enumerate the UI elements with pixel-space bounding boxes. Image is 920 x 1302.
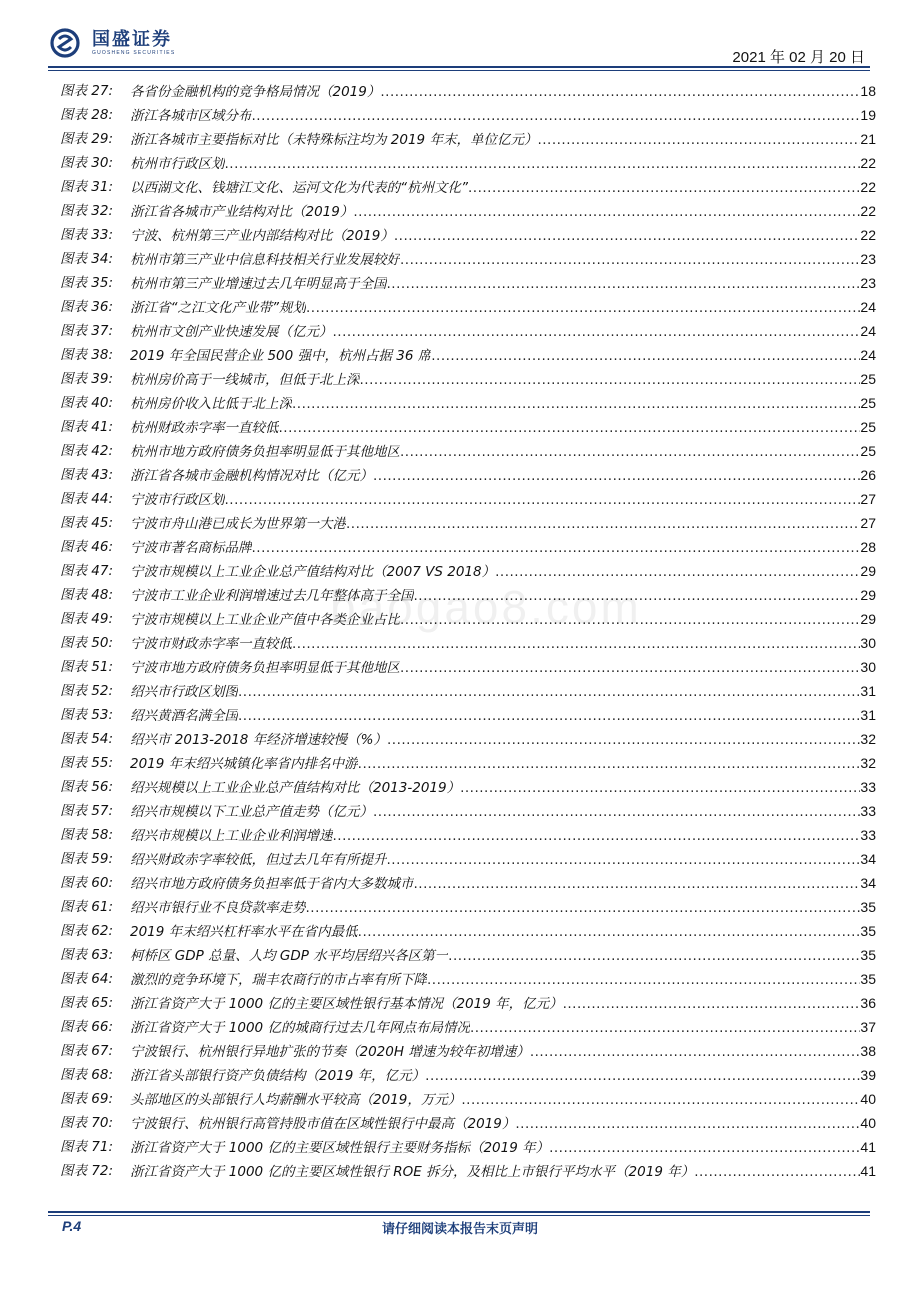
dot-leader bbox=[279, 416, 861, 440]
toc-entry[interactable] bbox=[60, 415, 876, 439]
figure-label: 图表 28: bbox=[60, 107, 114, 123]
figure-title: 杭州市行政区划 bbox=[130, 156, 225, 172]
figure-title: 宁波市规模以上工业企业产值中各类企业占比 bbox=[130, 612, 400, 628]
figure-page-number: 21 bbox=[860, 131, 876, 147]
figure-label: 图表 46: bbox=[60, 539, 114, 555]
dot-leader bbox=[238, 680, 860, 704]
dot-leader bbox=[358, 920, 861, 944]
dot-leader bbox=[495, 560, 860, 584]
figure-title: 浙江省资产大于 1000 亿的城商行过去几年网点布局情况 bbox=[130, 1020, 470, 1036]
toc-entry[interactable] bbox=[60, 535, 876, 559]
figure-label: 图表 64: bbox=[60, 971, 114, 987]
figure-label: 图表 39: bbox=[60, 371, 114, 387]
dot-leader bbox=[373, 800, 860, 824]
figure-page-number: 23 bbox=[860, 251, 876, 267]
dot-leader bbox=[394, 224, 861, 248]
figure-page-number: 24 bbox=[860, 347, 876, 363]
figure-page-number: 22 bbox=[860, 227, 876, 243]
figure-title: 头部地区的头部银行人均薪酬水平较高（2019，万元） bbox=[130, 1092, 462, 1108]
figure-label: 图表 30: bbox=[60, 155, 114, 171]
toc-entry[interactable] bbox=[60, 511, 876, 535]
figure-page-number: 19 bbox=[860, 107, 876, 123]
dot-leader bbox=[225, 152, 861, 176]
figure-title: 浙江省各城市金融机构情况对比（亿元） bbox=[130, 468, 373, 484]
dot-leader bbox=[292, 632, 860, 656]
figure-page-number: 24 bbox=[860, 323, 876, 339]
toc-entry[interactable] bbox=[60, 871, 876, 895]
toc-entry[interactable] bbox=[60, 391, 876, 415]
figure-label: 图表 29: bbox=[60, 131, 114, 147]
toc-entry[interactable] bbox=[60, 703, 876, 727]
figure-page-number: 39 bbox=[860, 1067, 876, 1083]
figure-label: 图表 48: bbox=[60, 587, 114, 603]
figure-title: 宁波市著名商标品牌 bbox=[130, 540, 252, 556]
dot-leader bbox=[380, 80, 860, 104]
figure-title: 宁波、杭州第三产业内部结构对比（2019） bbox=[130, 228, 394, 244]
toc-entry[interactable] bbox=[60, 943, 876, 967]
figure-title: 浙江省“之江文化产业带”规划 bbox=[130, 300, 306, 316]
page-header bbox=[0, 0, 920, 70]
figure-page-number: 22 bbox=[860, 179, 876, 195]
figure-page-number: 33 bbox=[860, 803, 876, 819]
figure-page-number: 24 bbox=[860, 299, 876, 315]
figure-title: 绍兴市规模以下工业总产值走势（亿元） bbox=[130, 804, 373, 820]
dot-leader bbox=[358, 752, 861, 776]
figure-page-number: 22 bbox=[860, 155, 876, 171]
dot-leader bbox=[306, 896, 861, 920]
dot-leader bbox=[252, 104, 861, 128]
figure-page-number: 35 bbox=[860, 947, 876, 963]
figure-label: 图表 54: bbox=[60, 731, 114, 747]
toc-entry[interactable] bbox=[60, 1087, 876, 1111]
guosheng-logo-icon bbox=[50, 28, 86, 58]
toc-entry[interactable] bbox=[60, 919, 876, 943]
toc-entry[interactable] bbox=[60, 559, 876, 583]
figure-title: 浙江各城市主要指标对比（未特殊标注均为 2019 年末，单位亿元） bbox=[130, 132, 538, 148]
dot-leader bbox=[225, 488, 861, 512]
header-divider-thin bbox=[48, 70, 870, 71]
figure-title: 绍兴市地方政府债务负担率低于省内大多数城市 bbox=[130, 876, 414, 892]
toc-entry[interactable] bbox=[60, 583, 876, 607]
figure-label: 图表 59: bbox=[60, 851, 114, 867]
figure-label: 图表 37: bbox=[60, 323, 114, 339]
figure-label: 图表 31: bbox=[60, 179, 114, 195]
figure-title: 2019 年末绍兴杠杆率水平在省内最低 bbox=[130, 924, 358, 940]
dot-leader bbox=[425, 1064, 860, 1088]
figure-title: 绍兴市银行业不良贷款率走势 bbox=[130, 900, 306, 916]
dot-leader bbox=[400, 608, 860, 632]
figure-title: 柯桥区 GDP 总量、人均 GDP 水平均居绍兴各区第一 bbox=[130, 948, 449, 964]
toc-entry[interactable] bbox=[60, 967, 876, 991]
figure-label: 图表 32: bbox=[60, 203, 114, 219]
dot-leader bbox=[387, 728, 860, 752]
dot-leader bbox=[387, 848, 861, 872]
report-date: 2021 年 02 月 20 日 bbox=[732, 49, 865, 66]
figure-label: 图表 42: bbox=[60, 443, 114, 459]
toc-entry[interactable] bbox=[60, 1015, 876, 1039]
toc-entry[interactable] bbox=[60, 175, 876, 199]
figure-label: 图表 55: bbox=[60, 755, 114, 771]
brand-name-cn: 国盛证券 bbox=[92, 28, 172, 50]
toc-entry[interactable] bbox=[60, 295, 876, 319]
figure-page-number: 29 bbox=[860, 611, 876, 627]
figure-page-number: 27 bbox=[860, 491, 876, 507]
figure-label: 图表 57: bbox=[60, 803, 114, 819]
dot-leader bbox=[387, 272, 861, 296]
figure-page-number: 34 bbox=[860, 851, 876, 867]
figure-label: 图表 67: bbox=[60, 1043, 114, 1059]
figure-label: 图表 68: bbox=[60, 1067, 114, 1083]
toc-entry[interactable] bbox=[60, 127, 876, 151]
figure-title: 杭州市第三产业增速过去几年明显高于全国 bbox=[130, 276, 387, 292]
figure-label: 图表 44: bbox=[60, 491, 114, 507]
figure-title: 浙江省资产大于 1000 亿的主要区域性银行主要财务指标（2019 年） bbox=[130, 1140, 550, 1156]
toc-entry[interactable] bbox=[60, 151, 876, 175]
dot-leader bbox=[238, 704, 860, 728]
figure-title: 宁波市地方政府债务负担率明显低于其他地区 bbox=[130, 660, 400, 676]
figure-title: 宁波银行、杭州银行高管持股市值在区域性银行中最高（2019） bbox=[130, 1116, 516, 1132]
figure-label: 图表 71: bbox=[60, 1139, 114, 1155]
toc-entry[interactable] bbox=[60, 991, 876, 1015]
figure-page-number: 23 bbox=[860, 275, 876, 291]
figure-page-number: 27 bbox=[860, 515, 876, 531]
dot-leader bbox=[333, 824, 861, 848]
figure-title: 浙江省头部银行资产负债结构（2019 年，亿元） bbox=[130, 1068, 426, 1084]
figure-page-number: 29 bbox=[860, 563, 876, 579]
dot-leader bbox=[461, 1088, 860, 1112]
figure-title: 激烈的竞争环境下，瑞丰农商行的市占率有所下降 bbox=[130, 972, 427, 988]
dot-leader bbox=[468, 176, 860, 200]
toc-entry[interactable] bbox=[60, 727, 876, 751]
figure-page-number: 33 bbox=[860, 779, 876, 795]
figure-page-number: 34 bbox=[860, 875, 876, 891]
figure-title: 浙江省各城市产业结构对比（2019） bbox=[130, 204, 354, 220]
disclaimer-note: 请仔细阅读本报告末页声明 bbox=[381, 1222, 538, 1237]
dot-leader bbox=[448, 944, 860, 968]
figure-page-number: 31 bbox=[860, 683, 876, 699]
figure-page-number: 38 bbox=[860, 1043, 876, 1059]
figure-label: 图表 62: bbox=[60, 923, 114, 939]
page-number: P.4 bbox=[62, 1218, 82, 1234]
figure-page-number: 35 bbox=[860, 923, 876, 939]
figure-title: 2019 年全国民营企业 500 强中，杭州占据 36 席 bbox=[130, 348, 432, 364]
dot-leader bbox=[353, 200, 860, 224]
figure-title: 绍兴市规模以上工业企业利润增速 bbox=[130, 828, 333, 844]
toc-entry[interactable] bbox=[60, 631, 876, 655]
figure-page-number: 33 bbox=[860, 827, 876, 843]
figure-title: 杭州市第三产业中信息科技相关行业发展较好 bbox=[130, 252, 400, 268]
toc-entry[interactable] bbox=[60, 1111, 876, 1135]
figure-label: 图表 70: bbox=[60, 1115, 114, 1131]
toc-entry[interactable] bbox=[60, 319, 876, 343]
toc-entry[interactable] bbox=[60, 271, 876, 295]
dot-leader bbox=[373, 464, 860, 488]
figure-label: 图表 58: bbox=[60, 827, 114, 843]
footer-divider-thin bbox=[48, 1215, 870, 1216]
toc-entry[interactable] bbox=[60, 463, 876, 487]
figure-page-number: 37 bbox=[860, 1019, 876, 1035]
figure-page-number: 25 bbox=[860, 395, 876, 411]
dot-leader bbox=[346, 512, 860, 536]
figure-title: 宁波市工业企业利润增速过去几年整体高于全国 bbox=[130, 588, 414, 604]
toc-entry[interactable] bbox=[60, 799, 876, 823]
dot-leader bbox=[360, 368, 861, 392]
toc-entry[interactable] bbox=[60, 487, 876, 511]
figure-label: 图表 60: bbox=[60, 875, 114, 891]
figure-label: 图表 38: bbox=[60, 347, 114, 363]
figure-label: 图表 65: bbox=[60, 995, 114, 1011]
dot-leader bbox=[431, 344, 860, 368]
dot-leader bbox=[414, 872, 861, 896]
brand-name-en: GUOSHENG SECURITIES bbox=[92, 49, 176, 56]
toc-entry[interactable] bbox=[60, 607, 876, 631]
figure-page-number: 31 bbox=[860, 707, 876, 723]
figure-label: 图表 47: bbox=[60, 563, 114, 579]
toc-entry[interactable] bbox=[60, 1039, 876, 1063]
toc-entry[interactable] bbox=[60, 775, 876, 799]
dot-leader bbox=[333, 320, 861, 344]
toc-entry[interactable] bbox=[60, 199, 876, 223]
dot-leader bbox=[460, 776, 860, 800]
dot-leader bbox=[427, 968, 860, 992]
dot-leader bbox=[414, 584, 861, 608]
figure-label: 图表 50: bbox=[60, 635, 114, 651]
figure-title: 宁波银行、杭州银行异地扩张的节奏（2020H 增速为较年初增速） bbox=[130, 1044, 530, 1060]
figure-label: 图表 69: bbox=[60, 1091, 114, 1107]
figure-page-number: 41 bbox=[860, 1163, 876, 1179]
header-divider bbox=[48, 66, 870, 68]
figure-label: 图表 36: bbox=[60, 299, 114, 315]
figure-label: 图表 72: bbox=[60, 1163, 114, 1179]
dot-leader bbox=[537, 128, 860, 152]
figure-page-number: 30 bbox=[860, 659, 876, 675]
toc-entry[interactable] bbox=[60, 823, 876, 847]
dot-leader bbox=[400, 248, 860, 272]
toc-entry[interactable] bbox=[60, 1159, 876, 1183]
toc-entry[interactable] bbox=[60, 367, 876, 391]
figure-page-number: 35 bbox=[860, 899, 876, 915]
figure-title: 宁波市规模以上工业企业总产值结构对比（2007 VS 2018） bbox=[130, 564, 496, 580]
figure-title: 宁波市舟山港已成长为世界第一大港 bbox=[130, 516, 346, 532]
figure-title: 绍兴规模以上工业企业总产值结构对比（2013-2019） bbox=[130, 780, 461, 796]
dot-leader bbox=[549, 1136, 860, 1160]
dot-leader bbox=[694, 1160, 860, 1184]
watermark: baogao8.com bbox=[330, 581, 642, 633]
dot-leader bbox=[470, 1016, 860, 1040]
toc-entry[interactable] bbox=[60, 343, 876, 367]
figure-title: 绍兴市行政区划图 bbox=[130, 684, 238, 700]
figure-title: 浙江各城市区域分布 bbox=[130, 108, 252, 124]
toc-entry[interactable] bbox=[60, 103, 876, 127]
figure-page-number: 22 bbox=[860, 203, 876, 219]
figure-index-list bbox=[60, 79, 876, 1183]
figure-label: 图表 49: bbox=[60, 611, 114, 627]
figure-title: 浙江省资产大于 1000 亿的主要区域性银行 ROE 拆分，及相比上市银行平均水平（2019 年） bbox=[130, 1164, 695, 1180]
figure-title: 浙江省资产大于 1000 亿的主要区域性银行基本情况（2019 年，亿元） bbox=[130, 996, 563, 1012]
dot-leader bbox=[400, 440, 860, 464]
dot-leader bbox=[515, 1112, 860, 1136]
figure-label: 图表 45: bbox=[60, 515, 114, 531]
figure-label: 图表 43: bbox=[60, 467, 114, 483]
figure-label: 图表 41: bbox=[60, 419, 114, 435]
toc-entry[interactable] bbox=[60, 439, 876, 463]
figure-page-number: 28 bbox=[860, 539, 876, 555]
figure-page-number: 26 bbox=[860, 467, 876, 483]
figure-page-number: 30 bbox=[860, 635, 876, 651]
figure-page-number: 41 bbox=[860, 1139, 876, 1155]
toc-entry[interactable] bbox=[60, 1063, 876, 1087]
figure-title: 宁波市行政区划 bbox=[130, 492, 225, 508]
figure-label: 图表 51: bbox=[60, 659, 114, 675]
toc-entry[interactable] bbox=[60, 1135, 876, 1159]
brand-logo bbox=[50, 28, 175, 58]
dot-leader bbox=[530, 1040, 861, 1064]
figure-title: 杭州房价高于一线城市，但低于北上深 bbox=[130, 372, 360, 388]
figure-label: 图表 63: bbox=[60, 947, 114, 963]
figure-page-number: 40 bbox=[860, 1091, 876, 1107]
figure-label: 图表 35: bbox=[60, 275, 114, 291]
figure-title: 绍兴财政赤字率较低，但过去几年有所提升 bbox=[130, 852, 387, 868]
figure-page-number: 32 bbox=[860, 731, 876, 747]
figure-label: 图表 40: bbox=[60, 395, 114, 411]
figure-title: 杭州财政赤字率一直较低 bbox=[130, 420, 279, 436]
figure-title: 2019 年末绍兴城镇化率省内排名中游 bbox=[130, 756, 358, 772]
figure-page-number: 18 bbox=[860, 83, 876, 99]
dot-leader bbox=[252, 536, 861, 560]
footer-divider bbox=[48, 1211, 870, 1213]
figure-page-number: 25 bbox=[860, 419, 876, 435]
figure-title: 杭州市地方政府债务负担率明显低于其他地区 bbox=[130, 444, 400, 460]
toc-entry[interactable] bbox=[60, 655, 876, 679]
dot-leader bbox=[563, 992, 861, 1016]
toc-entry[interactable] bbox=[60, 679, 876, 703]
figure-page-number: 25 bbox=[860, 443, 876, 459]
toc-entry[interactable] bbox=[60, 847, 876, 871]
figure-label: 图表 53: bbox=[60, 707, 114, 723]
figure-label: 图表 52: bbox=[60, 683, 114, 699]
figure-page-number: 35 bbox=[860, 971, 876, 987]
figure-title: 绍兴黄酒名满全国 bbox=[130, 708, 238, 724]
figure-page-number: 29 bbox=[860, 587, 876, 603]
figure-title: 杭州市文创产业快速发展（亿元） bbox=[130, 324, 333, 340]
dot-leader bbox=[292, 392, 860, 416]
figure-label: 图表 34: bbox=[60, 251, 114, 267]
figure-title: 以西湖文化、钱塘江文化、运河文化为代表的“杭州文化” bbox=[130, 180, 468, 196]
toc-entry[interactable] bbox=[60, 223, 876, 247]
toc-entry[interactable] bbox=[60, 247, 876, 271]
figure-title: 宁波市财政赤字率一直较低 bbox=[130, 636, 292, 652]
figure-page-number: 36 bbox=[860, 995, 876, 1011]
toc-entry[interactable] bbox=[60, 79, 876, 103]
figure-title: 绍兴市 2013-2018 年经济增速较慢（%） bbox=[130, 732, 387, 748]
figure-label: 图表 56: bbox=[60, 779, 114, 795]
toc-entry[interactable] bbox=[60, 895, 876, 919]
dot-leader bbox=[400, 656, 860, 680]
figure-page-number: 32 bbox=[860, 755, 876, 771]
dot-leader bbox=[306, 296, 860, 320]
figure-label: 图表 27: bbox=[60, 83, 114, 99]
toc-entry[interactable] bbox=[60, 751, 876, 775]
figure-title: 杭州房价收入比低于北上深 bbox=[130, 396, 292, 412]
figure-label: 图表 33: bbox=[60, 227, 114, 243]
figure-page-number: 25 bbox=[860, 371, 876, 387]
figure-page-number: 40 bbox=[860, 1115, 876, 1131]
figure-label: 图表 66: bbox=[60, 1019, 114, 1035]
figure-label: 图表 61: bbox=[60, 899, 114, 915]
figure-title: 各省份金融机构的竞争格局情况（2019） bbox=[130, 84, 381, 100]
